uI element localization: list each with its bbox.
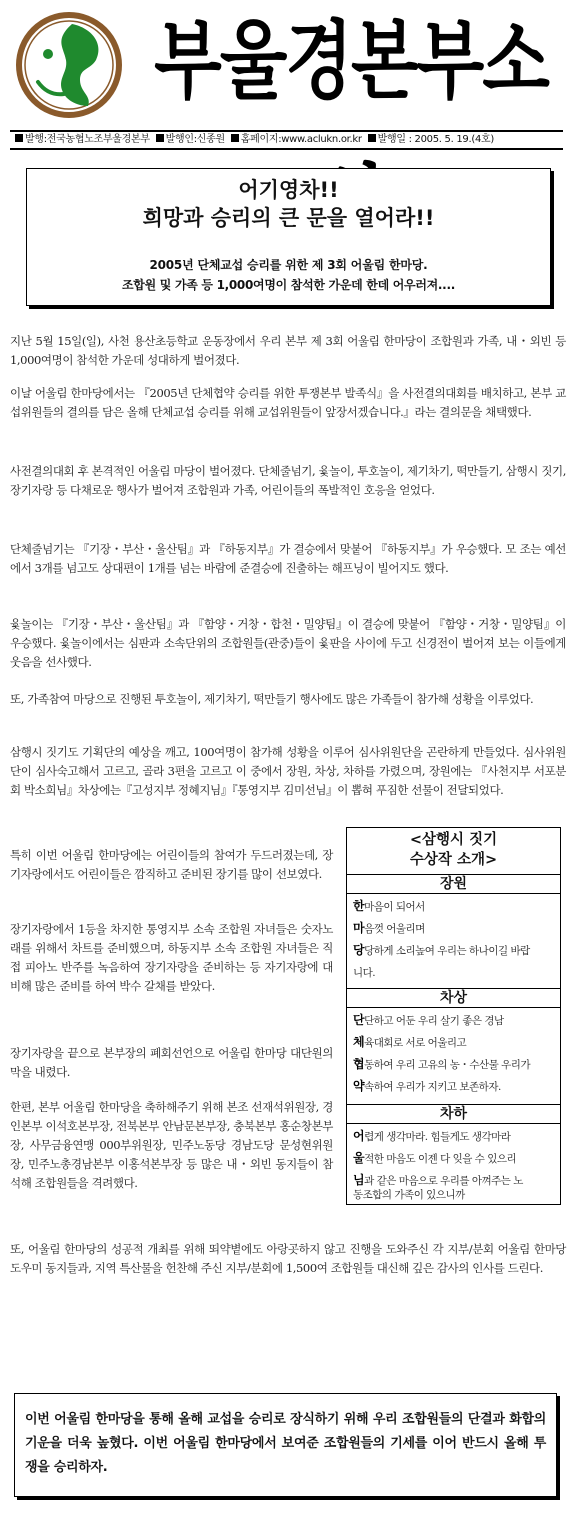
subheadline-line-2: 조합원 및 가족 등 1,000여명이 참석한 가운데 한데 어우러져....: [122, 278, 455, 292]
square-bullet-icon: [156, 134, 164, 142]
article-paragraph: 단체줄넘기는 『기장・부산・울산팀』과 『하동지부』가 결승에서 맞붙어 『하동지부』가 우승했다. 모 조는 예선에서 3개를 넘고도 상대편이 1개를 넘는 바람에 준결승에 진출하는 해프닝이 빌어지도 했다.: [10, 542, 566, 575]
square-bullet-icon: [368, 134, 376, 142]
article-paragraph: 장기자랑을 끝으로 본부장의 폐회선언으로 어울림 한마당 대단원의 막을 내렸다.: [10, 1046, 333, 1079]
poem-line: 협동하여 우리 고유의 농・수산물 우리가: [353, 1057, 531, 1071]
publisher-text: 발행:전국농협노조부울경본부: [25, 134, 150, 145]
article-paragraph: 또, 어울림 한마당의 성공적 개최를 위해 뙤약볕에도 아랑곳하지 않고 진행을 도와주신 각 지부/분회 어울림 한마당 도우미 동지들과, 지역 특산물을 헌찬해 주신 지부/분회에 1,500여 조합원들 대신해 깊은 감사의 인사를 드린다.: [10, 1242, 566, 1275]
poem-line: 마음껏 어울리며: [353, 921, 425, 935]
article-paragraph: 삼행시 짓기도 기획단의 예상을 깨고, 100여명이 참가해 성황을 이루어 심사위원단을 곤란하게 만들었다. 심사위원단이 심사숙고해서 고르고, 골라 3편을 고르고 이 중에서 장원, 차상, 차하를 가렸으며, 장원에는 『사천지부 서포분회 박소희님』차상에는『고성지부 정혜지님』『통영지부 김미선님』이 뽑혀 푸짐한 선물이 전달되었다.: [10, 745, 566, 797]
poem-section-heading: 차하: [347, 1104, 560, 1124]
article-paragraph: 또, 가족참여 마당으로 진행된 투호놀이, 제기차기, 떡만들기 행사에도 많은 가족들이 참가해 성황을 이루었다.: [10, 692, 534, 706]
poem-box-title-1: <삼행시 짓기: [409, 832, 498, 848]
poem-line: 어렵게 생각마라. 힘들게도 생각마라: [353, 1129, 511, 1143]
article-paragraph: 사전결의대회 후 본격적인 어울림 마당이 벌어졌다. 단체줄넘기, 윷놀이, 투호놀이, 제기차기, 떡만들기, 삼행시 짓기, 장기자랑 등 다채로운 행사가 벌어져 조합원과 가족, 어린이들의 폭발적인 호응을 얻었다.: [10, 464, 566, 497]
poem-line: 한마음이 되어서: [353, 899, 425, 913]
newsletter-title: 부울경본부소: [154, 10, 548, 112]
article-paragraph: 한편, 본부 어울림 한마당을 축하해주기 위해 본조 선재석위원장, 경인본부 이석호본부장, 전북본부 안남문본부장, 충북본부 홍순창본부장, 사무금융연맹 000부위원장, 민주노동당 경남도당 문성현위원장, 민주노총경남본부 이홍석본부장 등 많은 내・외빈 동지들이 참석해 조합원들을 격려했다.: [10, 1100, 333, 1190]
homepage-text: 홈페이지:www.aclukn.or.kr: [240, 134, 362, 145]
poem-line: 당당하게 소리높여 우리는 하나이길 바랍: [353, 943, 530, 957]
issue-date-text: 발행일 : 2005. 5. 19.(4호): [377, 134, 494, 145]
poem-line: 니다.: [353, 967, 376, 979]
article-paragraph: 윷놀이는 『기장・부산・울산팀』과 『함양・거창・합천・밀양팀』이 결승에 맞붙어 『함양・거창・밀양팀』이 우승했다. 윷놀이에서는 심판과 소속단위의 조합원들(관중)들이 윷판을 사이에 두고 신경전이 벌어져 보는 이들에게 웃음을 선사했다.: [10, 617, 566, 669]
article-paragraph: 지난 5월 15일(일), 사천 용산초등학교 운동장에서 우리 본부 제 3회 어울림 한마당이 조합원과 가족, 내・외빈 등 1,000여명이 참석한 가운데 성대하게 벌어졌다.: [10, 334, 566, 367]
poem-line: 울적한 마음도 이젠 다 잊을 수 있으리: [353, 1151, 517, 1165]
union-logo-icon: [14, 10, 124, 120]
poem-line: 님과 같은 마음으로 우리를 아껴주는 노: [353, 1173, 523, 1187]
poem-line: 단단하고 어둔 우리 살기 좋은 경남: [353, 1013, 504, 1027]
poem-section-heading: 차상: [347, 988, 560, 1008]
headline-line-2: 희망과 승리의 큰 문을 열어라!!: [142, 206, 435, 230]
poem-contest-box: [346, 827, 561, 1205]
masthead: [8, 0, 566, 120]
square-bullet-icon: [231, 134, 239, 142]
article-paragraph: 특히 이번 어울림 한마당에는 어린이들의 참여가 두드러졌는데, 장기자랑에서도 어린이들은 깜직하고 준비된 장기를 많이 선보였다.: [10, 848, 333, 881]
poem-line: 체육대회로 서로 어울리고: [353, 1035, 467, 1049]
closing-message-box: [14, 1393, 557, 1497]
headline-box: [26, 168, 551, 306]
square-bullet-icon: [15, 134, 23, 142]
closing-message: 이번 어울림 한마당을 통해 올해 교섭을 승리로 장식하기 위해 우리 조합원들의 단결과 화합의 기운을 더욱 높혔다. 이번 어울림 한마당에서 보여준 조합원들의 기세를 이어 반드시 올해 투쟁을 승리하자.: [25, 1412, 546, 1475]
article-paragraph: 장기자랑에서 1등을 차지한 통영지부 소속 조합원 자녀들은 숫자노래를 위해서 차트를 준비했으며, 하동지부 소속 조합원 자녀들은 직접 피아노 반주를 녹음하여 장기자랑을 준비하는 등 자기자랑에 대비해 많은 준비를 하여 박수 갈채를 받았다.: [10, 922, 333, 993]
subheadline-line-1: 2005년 단체교섭 승리를 위한 제 3회 어울림 한마당.: [149, 258, 428, 272]
poem-line: 약속하여 우리가 지키고 보존하자.: [353, 1079, 501, 1093]
poem-line: 동조합의 가족이 있으니까: [353, 1189, 465, 1201]
publication-info-bar: [10, 130, 563, 150]
headline-line-1: 어기영차!!: [238, 178, 339, 202]
poem-section-heading: 장원: [347, 874, 560, 894]
poem-box-title-2: 수상작 소개>: [409, 852, 498, 868]
editor-text: 발행인:신종원: [165, 134, 225, 145]
article-paragraph: 이날 어울림 한마당에서는 『2005년 단체협약 승리를 위한 투쟁본부 발족식』을 사전결의대회를 배치하고, 본부 교섭위원들의 결의를 담은 올해 단체교섭 승리를 위해 교섭위원들이 앞장서겠습니다.』라는 결의문을 채택했다.: [10, 386, 566, 419]
